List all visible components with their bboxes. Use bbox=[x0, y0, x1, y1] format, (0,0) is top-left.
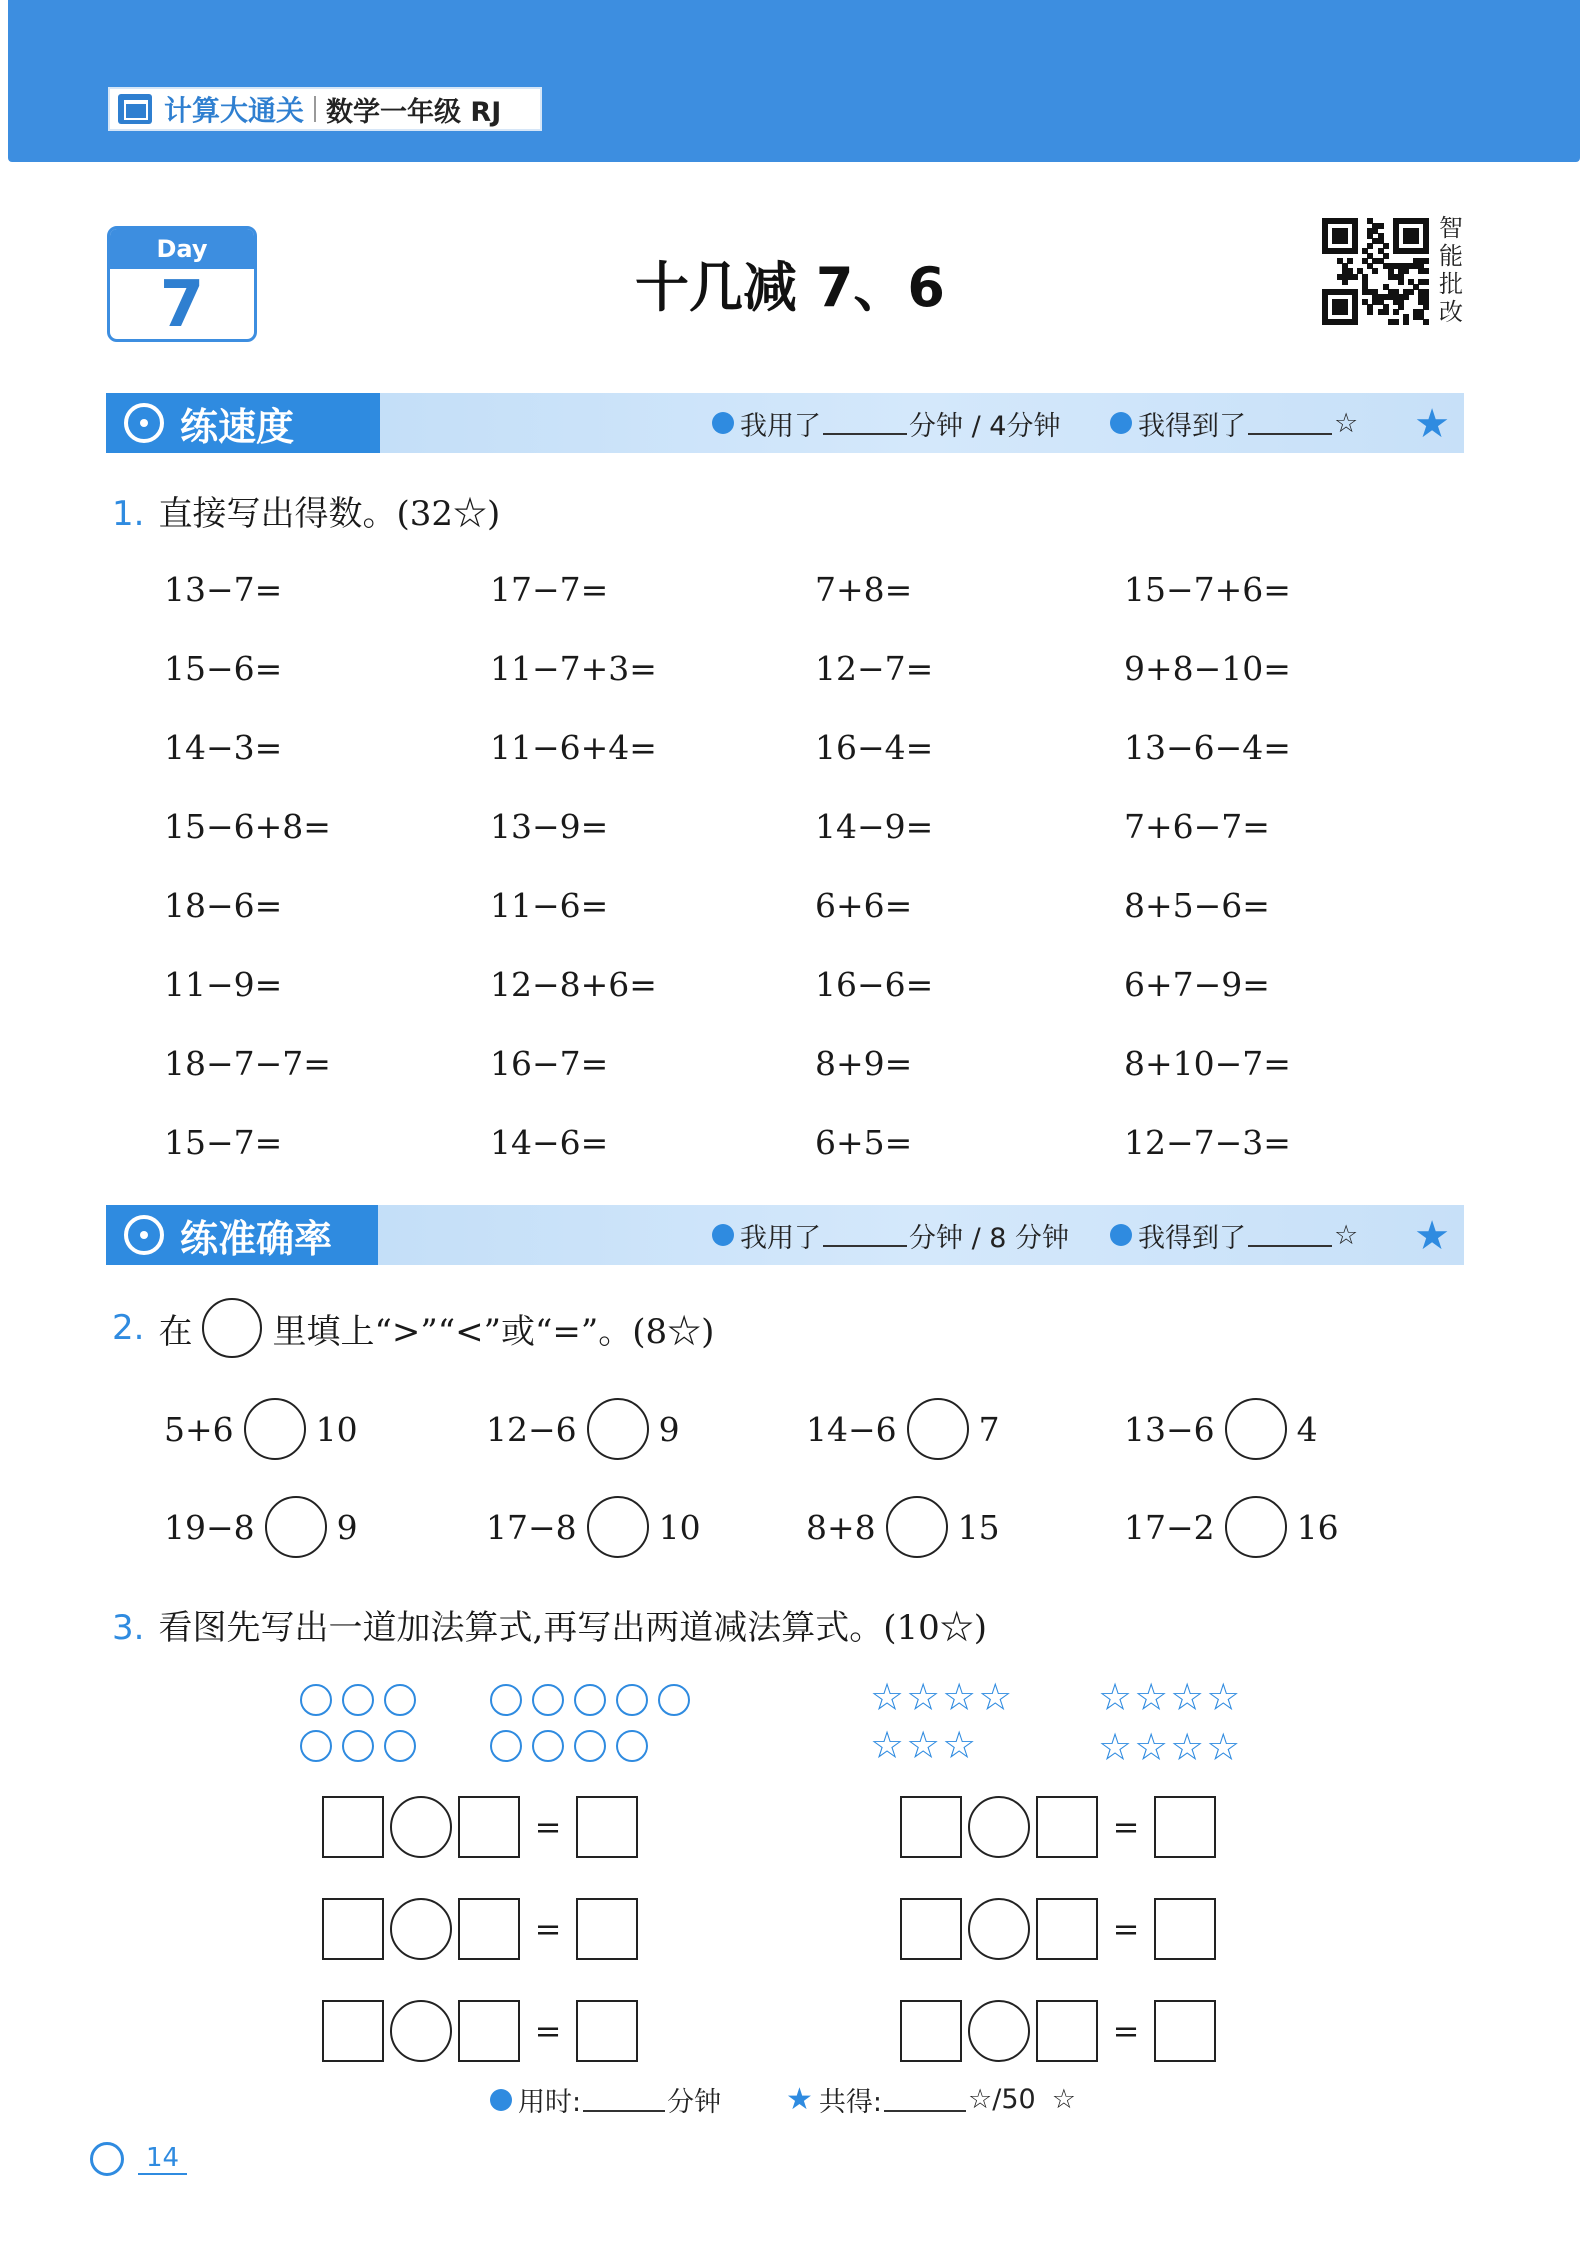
comparison-item bbox=[1124, 1496, 1339, 1558]
number-box[interactable] bbox=[1154, 1796, 1216, 1858]
book-icon bbox=[118, 94, 152, 124]
sun-icon bbox=[90, 2142, 124, 2176]
equals-sign: = bbox=[1112, 1910, 1140, 1948]
right-value: 9 bbox=[336, 1507, 358, 1547]
footer-total-unit: ☆/50 bbox=[968, 2084, 1036, 2115]
check-icon bbox=[1110, 1224, 1132, 1246]
q2-number: 2. bbox=[112, 1308, 145, 1348]
q2-heading bbox=[112, 1298, 714, 1358]
equation[interactable]: 15−6= bbox=[164, 649, 283, 688]
time-blank[interactable] bbox=[823, 411, 907, 435]
equation[interactable]: 15−7= bbox=[164, 1123, 283, 1162]
answer-circle[interactable] bbox=[587, 1398, 649, 1460]
operator-circle[interactable] bbox=[390, 1898, 452, 1960]
counting-circle bbox=[300, 1730, 332, 1762]
got-label: 我得到了 bbox=[1138, 1222, 1246, 1254]
page-title: 十几减 7、6 bbox=[635, 256, 945, 319]
counting-circle bbox=[532, 1684, 564, 1716]
number-box[interactable] bbox=[1036, 1898, 1098, 1960]
time-unit: 分钟 / 4分钟 bbox=[909, 410, 1061, 442]
score-blank[interactable] bbox=[1248, 1223, 1332, 1247]
number-box[interactable] bbox=[322, 1796, 384, 1858]
comparison-item bbox=[806, 1496, 1000, 1558]
counting-circle bbox=[384, 1684, 416, 1716]
left-expression: 14−6 bbox=[806, 1409, 897, 1449]
qr-side-text bbox=[1436, 214, 1466, 326]
section-accuracy-title: 练准确率 bbox=[180, 1216, 333, 1261]
q3-number: 3. bbox=[112, 1608, 145, 1648]
star-decoration-icon: ★ bbox=[1414, 401, 1450, 447]
star-group-a-top bbox=[870, 1675, 1015, 1719]
number-box[interactable] bbox=[458, 1898, 520, 1960]
operator-circle[interactable] bbox=[390, 2000, 452, 2062]
score-blank[interactable] bbox=[1248, 411, 1332, 435]
counting-circle bbox=[384, 1730, 416, 1762]
day-number: 7 bbox=[159, 268, 205, 342]
star-icon: ☆ bbox=[1051, 2084, 1076, 2115]
equation[interactable]: 9+8−10= bbox=[1124, 649, 1291, 688]
qr-side-char: 批 bbox=[1439, 270, 1463, 298]
clock-icon bbox=[712, 412, 734, 434]
equation[interactable]: 12−7−3= bbox=[1124, 1123, 1291, 1162]
right-value: 15 bbox=[957, 1507, 1000, 1547]
counting-circle bbox=[616, 1684, 648, 1716]
equals-sign: = bbox=[534, 1808, 562, 1846]
footer-used-label: 用时: bbox=[518, 2087, 582, 2118]
comparison-item bbox=[486, 1398, 680, 1460]
equation[interactable]: 12−7= bbox=[815, 649, 934, 688]
answer-equation-row bbox=[900, 1796, 1216, 1858]
footer-score-blank[interactable] bbox=[884, 2088, 966, 2112]
equation[interactable]: 14−9= bbox=[815, 807, 934, 846]
book-tag bbox=[108, 87, 542, 131]
answer-equation-row bbox=[322, 1796, 638, 1858]
counting-circle bbox=[658, 1684, 690, 1716]
operator-circle[interactable] bbox=[968, 1898, 1030, 1960]
footer-time bbox=[490, 2080, 721, 2119]
equation[interactable]: 11−7+3= bbox=[490, 649, 657, 688]
stars: ☆☆☆☆ bbox=[1098, 1675, 1243, 1719]
number-box[interactable] bbox=[900, 2000, 962, 2062]
number-box[interactable] bbox=[1154, 2000, 1216, 2062]
got-label: 我得到了 bbox=[1138, 410, 1246, 442]
star-group-b-bottom bbox=[1098, 1725, 1243, 1769]
equation[interactable]: 14−6= bbox=[490, 1123, 609, 1162]
comparison-item bbox=[164, 1398, 358, 1460]
answer-equation-row bbox=[322, 1898, 638, 1960]
circle-group-b-top bbox=[490, 1684, 690, 1716]
equation[interactable]: 16−4= bbox=[815, 728, 934, 767]
equation[interactable]: 13−9= bbox=[490, 807, 609, 846]
star-group-b-top bbox=[1098, 1675, 1243, 1719]
qr-side-char: 能 bbox=[1439, 242, 1463, 270]
circle-group-b-bottom bbox=[490, 1730, 648, 1762]
equation[interactable]: 11−9= bbox=[164, 965, 283, 1004]
number-box[interactable] bbox=[900, 1898, 962, 1960]
score-record bbox=[1110, 393, 1358, 453]
left-expression: 5+6 bbox=[164, 1409, 234, 1449]
q1-heading bbox=[112, 486, 500, 535]
number-box[interactable] bbox=[458, 1796, 520, 1858]
stopwatch-icon bbox=[124, 403, 164, 443]
time-unit: 分钟 / 8 分钟 bbox=[909, 1222, 1070, 1254]
answer-circle[interactable] bbox=[907, 1398, 969, 1460]
comparison-item bbox=[1124, 1398, 1318, 1460]
star-icon: ☆ bbox=[1334, 407, 1359, 439]
counting-circle bbox=[574, 1730, 606, 1762]
number-box[interactable] bbox=[1154, 1898, 1216, 1960]
equation[interactable]: 6+7−9= bbox=[1124, 965, 1270, 1004]
footer-used-unit: 分钟 bbox=[667, 2087, 722, 2118]
equation[interactable]: 8+5−6= bbox=[1124, 886, 1270, 925]
answer-circle[interactable] bbox=[1225, 1398, 1287, 1460]
section-speed-bar bbox=[106, 393, 1464, 453]
qr-side-char: 改 bbox=[1439, 298, 1463, 326]
number-box[interactable] bbox=[900, 1796, 962, 1858]
counting-circle bbox=[490, 1730, 522, 1762]
operator-circle[interactable] bbox=[390, 1796, 452, 1858]
left-expression: 17−8 bbox=[486, 1507, 577, 1547]
equals-sign: = bbox=[1112, 2012, 1140, 2050]
equation[interactable]: 8+10−7= bbox=[1124, 1044, 1291, 1083]
counting-circle bbox=[532, 1730, 564, 1762]
comparison-item bbox=[486, 1496, 701, 1558]
number-box[interactable] bbox=[576, 1796, 638, 1858]
equation[interactable]: 18−6= bbox=[164, 886, 283, 925]
equation[interactable]: 7+8= bbox=[815, 570, 913, 609]
equation[interactable]: 6+6= bbox=[815, 886, 913, 925]
answer-circle[interactable] bbox=[244, 1398, 306, 1460]
comparison-item bbox=[164, 1496, 358, 1558]
section-speed-label bbox=[106, 393, 380, 453]
answer-circle[interactable] bbox=[886, 1496, 948, 1558]
section-accuracy-label bbox=[106, 1205, 378, 1265]
star-decoration-icon: ★ bbox=[1414, 1213, 1450, 1259]
number-box[interactable] bbox=[576, 2000, 638, 2062]
left-expression: 8+8 bbox=[806, 1507, 876, 1547]
equation[interactable]: 17−7= bbox=[490, 570, 609, 609]
circle-group-a-bottom bbox=[300, 1730, 416, 1762]
counting-circle bbox=[574, 1684, 606, 1716]
time-blank[interactable] bbox=[823, 1223, 907, 1247]
q1-text: 直接写出得数。(32☆) bbox=[158, 494, 501, 534]
star-group-a-bottom bbox=[870, 1723, 979, 1767]
used-label: 我用了 bbox=[740, 410, 821, 442]
number-box[interactable] bbox=[322, 2000, 384, 2062]
clock-icon bbox=[712, 1224, 734, 1246]
equation[interactable]: 16−6= bbox=[815, 965, 934, 1004]
left-expression: 17−2 bbox=[1124, 1507, 1215, 1547]
used-label: 我用了 bbox=[740, 1222, 821, 1254]
equation[interactable]: 8+9= bbox=[815, 1044, 913, 1083]
equation[interactable]: 14−3= bbox=[164, 728, 283, 767]
number-box[interactable] bbox=[322, 1898, 384, 1960]
q2-text-b: 里填上“>”“<”或“=”。(8☆) bbox=[272, 1311, 715, 1352]
right-value: 7 bbox=[978, 1409, 1000, 1449]
answer-equation-row bbox=[900, 2000, 1216, 2062]
equation[interactable]: 15−7+6= bbox=[1124, 570, 1291, 609]
answer-circle[interactable] bbox=[587, 1496, 649, 1558]
left-expression: 19−8 bbox=[164, 1507, 255, 1547]
time-record bbox=[712, 1205, 1069, 1265]
footer-total bbox=[786, 2080, 1076, 2119]
right-value: 10 bbox=[658, 1507, 701, 1547]
equals-sign: = bbox=[534, 2012, 562, 2050]
time-record bbox=[712, 393, 1060, 453]
equation[interactable]: 6+5= bbox=[815, 1123, 913, 1162]
left-expression: 13−6 bbox=[1124, 1409, 1215, 1449]
equals-sign: = bbox=[1112, 1808, 1140, 1846]
number-box[interactable] bbox=[1036, 2000, 1098, 2062]
stars: ☆☆☆☆ bbox=[1098, 1725, 1243, 1769]
operator-circle[interactable] bbox=[968, 1796, 1030, 1858]
counting-circle bbox=[342, 1730, 374, 1762]
number-box[interactable] bbox=[458, 2000, 520, 2062]
answer-circle[interactable] bbox=[265, 1496, 327, 1558]
q3-heading bbox=[112, 1600, 987, 1649]
comparison-item bbox=[806, 1398, 1000, 1460]
score-record bbox=[1110, 1205, 1358, 1265]
equation[interactable]: 13−6−4= bbox=[1124, 728, 1291, 767]
number-box[interactable] bbox=[576, 1898, 638, 1960]
equation[interactable]: 11−6= bbox=[490, 886, 609, 925]
equation[interactable]: 13−7= bbox=[164, 570, 283, 609]
q3-text: 看图先写出一道加法算式,再写出两道减法算式。(10☆) bbox=[158, 1608, 988, 1648]
counting-circle bbox=[300, 1684, 332, 1716]
day-label: Day bbox=[110, 229, 254, 269]
equation[interactable]: 12−8+6= bbox=[490, 965, 657, 1004]
star-filled-icon: ★ bbox=[786, 2082, 813, 2117]
equation[interactable]: 11−6+4= bbox=[490, 728, 657, 767]
divider bbox=[314, 96, 316, 122]
qr-code-icon[interactable] bbox=[1322, 218, 1428, 324]
equation[interactable]: 7+6−7= bbox=[1124, 807, 1270, 846]
q1-number: 1. bbox=[112, 494, 145, 534]
book-subject: 数学一年级 RJ bbox=[326, 96, 502, 128]
star-icon: ☆ bbox=[1334, 1219, 1359, 1251]
answer-equation-row bbox=[322, 2000, 638, 2062]
q2-text-a: 在 bbox=[158, 1311, 193, 1352]
counting-circle bbox=[342, 1684, 374, 1716]
number-box[interactable] bbox=[1036, 1796, 1098, 1858]
target-icon bbox=[124, 1215, 164, 1255]
circle-group-a-top bbox=[300, 1684, 416, 1716]
day-badge bbox=[107, 226, 257, 342]
page-number bbox=[90, 2142, 187, 2176]
footer-total-label: 共得: bbox=[818, 2087, 883, 2118]
stars: ☆☆☆☆ bbox=[870, 1675, 1015, 1719]
book-name: 计算大通关 bbox=[164, 94, 305, 127]
equals-sign: = bbox=[534, 1910, 562, 1948]
clock-icon bbox=[490, 2089, 512, 2111]
section-speed-title: 练速度 bbox=[180, 404, 295, 449]
equation[interactable]: 18−7−7= bbox=[164, 1044, 331, 1083]
stars: ☆☆☆ bbox=[870, 1723, 979, 1767]
equation[interactable]: 16−7= bbox=[490, 1044, 609, 1083]
equation[interactable]: 15−6+8= bbox=[164, 807, 331, 846]
check-icon bbox=[1110, 412, 1132, 434]
right-value: 10 bbox=[315, 1409, 358, 1449]
operator-circle[interactable] bbox=[968, 2000, 1030, 2062]
section-accuracy-bar bbox=[106, 1205, 1464, 1265]
answer-equation-row bbox=[900, 1898, 1216, 1960]
right-value: 4 bbox=[1296, 1409, 1318, 1449]
page-number-text: 14 bbox=[138, 2143, 187, 2175]
footer-time-blank[interactable] bbox=[583, 2088, 665, 2112]
qr-side-char: 智 bbox=[1439, 214, 1463, 242]
right-value: 16 bbox=[1296, 1507, 1339, 1547]
answer-circle[interactable] bbox=[1225, 1496, 1287, 1558]
left-expression: 12−6 bbox=[486, 1409, 577, 1449]
right-value: 9 bbox=[658, 1409, 680, 1449]
circle-icon bbox=[202, 1298, 262, 1358]
header-band bbox=[8, 0, 1580, 162]
counting-circle bbox=[616, 1730, 648, 1762]
counting-circle bbox=[490, 1684, 522, 1716]
